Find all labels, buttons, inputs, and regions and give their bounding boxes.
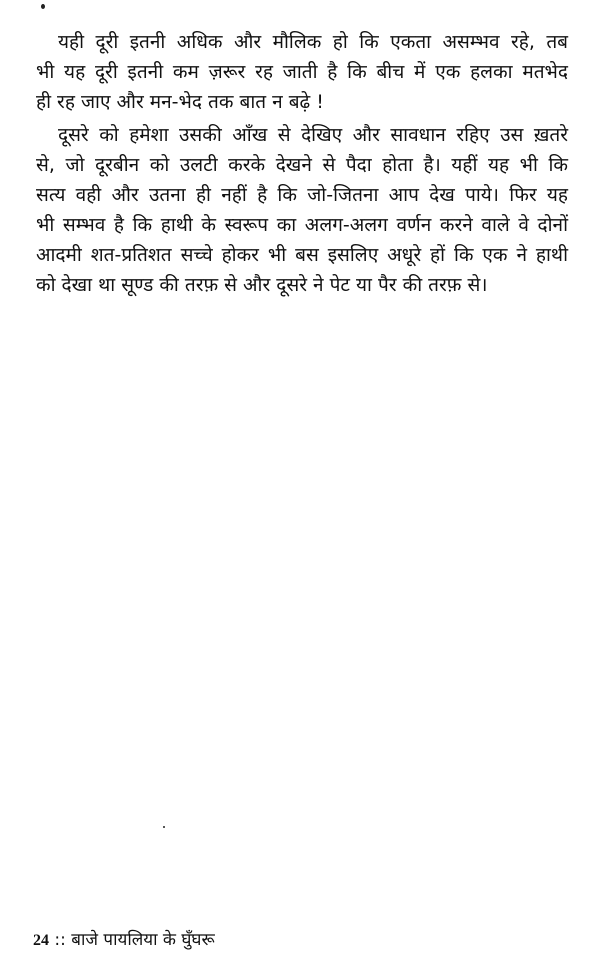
text-line: यही दूरी इतनी अधिक और मौलिक हो कि एकता असम्भव रहे, तब	[58, 31, 568, 53]
text-line: आदमी शत-प्रतिशत सच्चे होकर भी बस इसलिए अधूरे हों कि एक ने हाथी	[36, 244, 568, 266]
page-number: 24	[33, 932, 49, 949]
text-line: सत्य वही और उतना ही नहीं है कि जो-जितना आप देख पाये। फिर यह	[36, 184, 568, 206]
body-text	[36, 27, 568, 300]
print-speck	[163, 826, 165, 828]
print-speck	[41, 4, 45, 9]
text-line: भी यह दूरी इतनी कम ज़रूर रह जाती है कि बीच में एक हलका मतभेद	[36, 61, 568, 83]
text-line: दूसरे को हमेशा उसकी आँख से देखिए और सावधान रहिए उस ख़तरे	[58, 124, 568, 146]
page-footer	[33, 927, 215, 950]
footer-separator: ::	[54, 930, 66, 950]
text-line: को देखा था सूण्ड की तरफ़ से और दूसरे ने पेट या पैर की तरफ़ से।	[36, 274, 488, 296]
book-title: बाजे पायलिया के घुँघरू	[71, 930, 215, 950]
text-line: से, जो दूरबीन को उलटी करके देखने से पैदा होता है। यहीं यह भी कि	[36, 154, 568, 176]
text-line: ही रह जाए और मन-भेद तक बात न बढ़े !	[36, 91, 324, 113]
paragraph-2	[36, 120, 568, 300]
paragraph-1	[36, 27, 568, 117]
text-line: भी सम्भव है कि हाथी के स्वरूप का अलग-अलग वर्णन करने वाले वे दोनों	[36, 214, 568, 236]
